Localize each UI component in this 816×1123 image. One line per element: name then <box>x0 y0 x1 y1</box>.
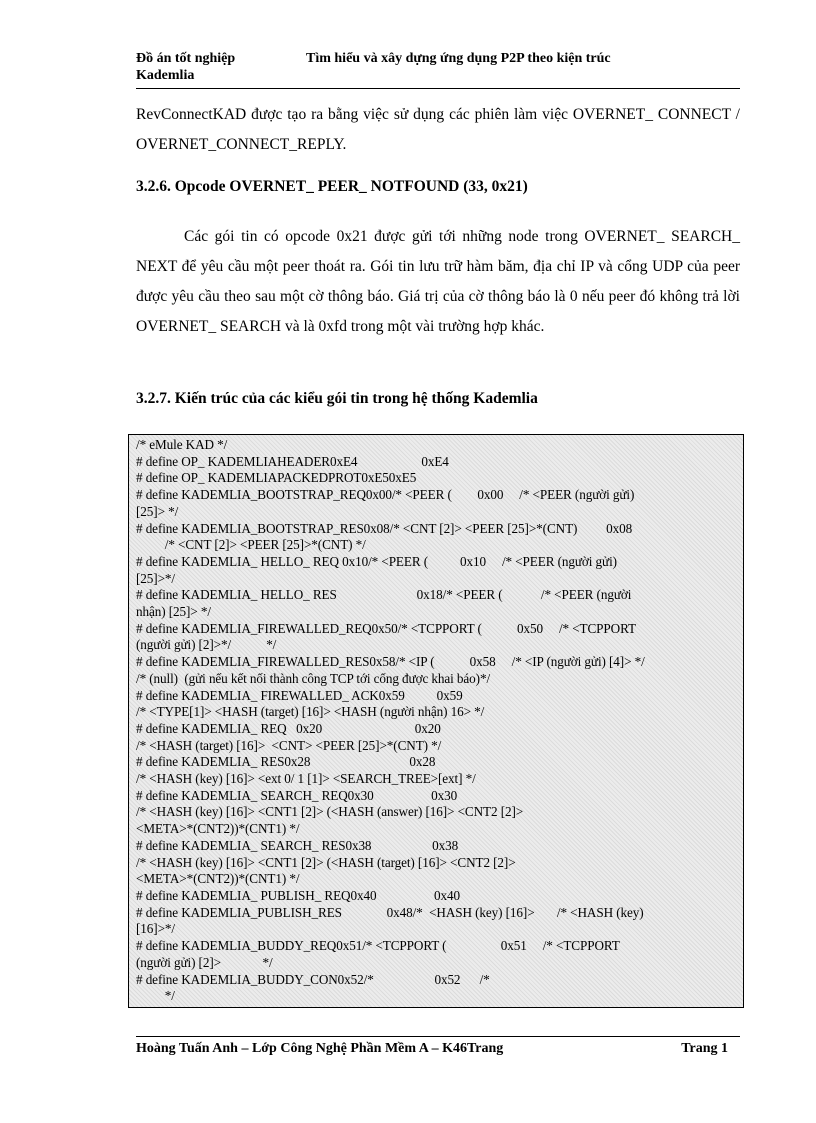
code-line: # define KADEMLIA_ FIREWALLED_ ACK0x59 0x59 <box>136 687 463 703</box>
header-rule <box>136 88 740 89</box>
code-line: (người gửi) [2]> */ <box>136 954 273 970</box>
code-line: # define KADEMLIA_ REQ 0x20 0x20 <box>136 720 441 736</box>
code-line: <META>*(CNT2))*(CNT1) */ <box>136 871 300 887</box>
code-line: /* eMule KAD */ <box>136 437 228 452</box>
page-footer <box>136 1041 728 1057</box>
code-line: # define KADEMLIA_ SEARCH_ REQ0x30 0x30 <box>136 787 458 803</box>
footer-author: Hoàng Tuấn Anh – Lớp Công Nghệ Phần Mềm A – K46Trang <box>136 1041 504 1056</box>
code-line: /* (null) (gửi nếu kết nối thành công TCP tới cổng được khai báo)*/ <box>136 670 491 686</box>
code-line: # define KADEMLIA_FIREWALLED_REQ0x50/* <TCPPORT ( 0x50 /* <TCPPORT <box>136 620 636 636</box>
code-line: # define KADEMLIA_BUDDY_REQ0x51/* <TCPPORT ( 0x51 /* <TCPPORT <box>136 938 620 954</box>
code-listing-box <box>128 434 744 1008</box>
code-line: nhận) [25]> */ <box>136 604 211 620</box>
code-line: # define KADEMLIA_BUDDY_CON0x52/* 0x52 /* <box>136 971 490 987</box>
paragraph-revconnect: RevConnectKAD được tạo ra bằng việc sử dụng các phiên làm việc OVERNET_ CONNECT / OVERNET_CONNECT_REPLY. <box>136 106 740 153</box>
code-line: # define KADEMLIA_BOOTSTRAP_RES0x08/* <CNT [2]> <PEER [25]>*(CNT) 0x08 <box>136 520 633 536</box>
footer-rule <box>136 1036 740 1037</box>
code-line: # define KADEMLIA_ HELLO_ REQ 0x10/* <PEER ( 0x10 /* <PEER (người gửi) <box>136 553 617 569</box>
code-line: /* <HASH (key) [16]> <CNT1 [2]> (<HASH (answer) [16]> <CNT2 [2]> <box>136 804 524 820</box>
code-line: [25]>*/ <box>136 570 175 586</box>
code-line: # define KADEMLIA_ RES0x28 0x28 <box>136 754 436 770</box>
code-line: [25]> */ <box>136 503 179 519</box>
code-line: /* <CNT [2]> <PEER [25]>*(CNT) */ <box>136 537 366 553</box>
code-line: # define KADEMLIA_PUBLISH_RES 0x48/* <HASH (key) [16]> /* <HASH (key) <box>136 904 644 920</box>
code-line: (người gửi) [2]>*/ */ <box>136 637 277 653</box>
code-line: */ <box>136 988 175 1004</box>
page-number: Trang 1 <box>681 1041 728 1056</box>
section-heading-3-2-7: 3.2.7. Kiến trúc của các kiểu gói tin trong hệ thống Kademlia <box>136 390 538 407</box>
header-right: Tìm hiểu và xây dựng ứng dụng P2P theo kiện trúc <box>306 51 611 66</box>
code-line: # define KADEMLIA_FIREWALLED_RES0x58/* <IP ( 0x58 /* <IP (người gửi) [4]> */ <box>136 654 645 670</box>
code-line: [16]>*/ <box>136 921 175 937</box>
code-line: /* <HASH (key) [16]> <CNT1 [2]> (<HASH (target) [16]> <CNT2 [2]> <box>136 854 516 870</box>
code-line: # define OP_ KADEMLIAHEADER0xE4 0xE4 <box>136 453 449 469</box>
code-line: # define KADEMLIA_ SEARCH_ RES0x38 0x38 <box>136 837 459 853</box>
code-line: # define KADEMLIA_ PUBLISH_ REQ0x40 0x40 <box>136 887 460 903</box>
code-line: # define KADEMLIA_BOOTSTRAP_REQ0x00/* <PEER ( 0x00 /* <PEER (người gửi) <box>136 487 635 503</box>
section-heading-3-2-6: 3.2.6. Opcode OVERNET_ PEER_ NOTFOUND (33, 0x21) <box>136 178 528 195</box>
page-header <box>136 50 740 84</box>
header-left-line2: Kademlia <box>136 68 195 83</box>
code-line: <META>*(CNT2))*(CNT1) */ <box>136 821 300 837</box>
code-line: /* <HASH (key) [16]> <ext 0/ 1 [1]> <SEARCH_TREE>[ext] */ <box>136 771 476 787</box>
header-left: Đồ án tốt nghiệp <box>136 51 236 66</box>
paragraph-opcode-0x21: Các gói tin có opcode 0x21 được gửi tới những node trong OVERNET_ SEARCH_ NEXT để yêu cầu một peer thoát ra. Gói tin lưu trữ hàm băm, địa chỉ IP và cổng UDP của peer được yêu cầu theo sau một cờ thông báo. Giá trị của cờ thông báo là 0 nếu peer đó không trả lời OVERNET_ SEARCH và là 0xfd trong một vài trường hợp khác. <box>136 228 740 335</box>
code-line: /* <TYPE[1]> <HASH (target) [16]> <HASH (người nhận) 16> */ <box>136 704 485 720</box>
code-line: /* <HASH (target) [16]> <CNT> <PEER [25]>*(CNT) */ <box>136 737 442 753</box>
code-line: # define OP_ KADEMLIAPACKEDPROT0xE50xE5 <box>136 470 417 486</box>
code-line: # define KADEMLIA_ HELLO_ RES 0x18/* <PEER ( /* <PEER (người <box>136 587 632 603</box>
